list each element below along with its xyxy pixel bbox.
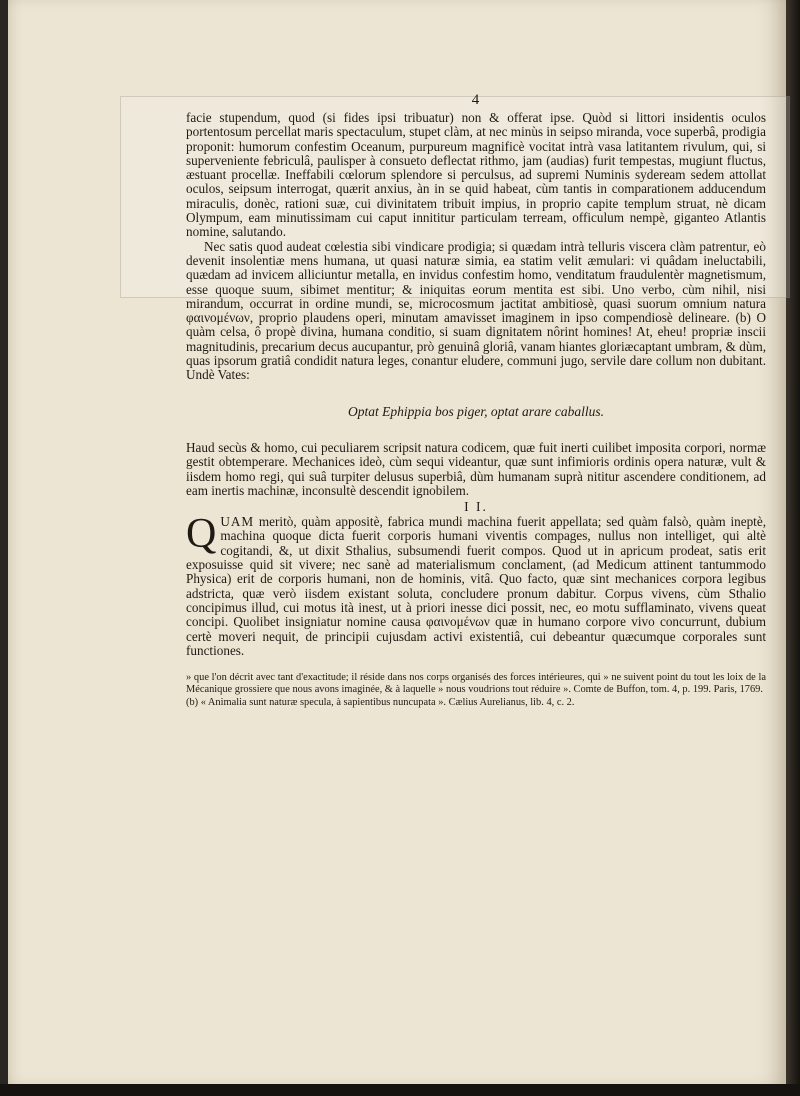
drop-cap: Q bbox=[186, 511, 217, 558]
footnote-a: » que l'on décrit avec tant d'exactitude; il réside dans nos corps organisés des forces intérieures, qui » ne suivent point du tout les loix de la Mécanique grossiere que nous avons imaginée, & à laquelle » nous voudrions tout réduire ». Comte de Buffon, tom. 4, p. 199. Paris, 1769. bbox=[186, 672, 766, 696]
page-text bbox=[186, 92, 766, 709]
verse-quote: Optat Ephippia bos piger, optat arare caballus. bbox=[348, 403, 604, 419]
paragraph-4-lead: UAM bbox=[220, 514, 255, 530]
paragraph-4 bbox=[186, 511, 766, 658]
section-heading: I I. bbox=[464, 499, 488, 515]
paragraph-4-body: meritò, quàm appositè, fabrica mundi machina fuerit appellata; sed quàm falsò, quàm ineptè, machina quoque dicta fuerit corporis humani viventis compages, nullus non intelliget, qui altè cogitandi, &, ut dixit Sthalius, subsumendi fuerit compos. Quod ut in apricum prodeat, satis erit exposuisse quid sit vivere; nec sanè ad materialismum conclament, (ad Medicum attinent tantummodo Physica) erit de corporis humani, non de hominis, vitâ. Quo facto, quæ sint mechanices corpora legibus adstricta, quæ verò iisdem existant soluta, concludere pronum dabitur. Corpus vivens, cùm Sthalio concipimus illud, cui motus ità inest, ut à priori inesse dici possit, nec, eo motu sufflaminato, vivens queat concipi. Quolibet insigniatur nomine causa φαινομένων quæ in humano corpore vivo concurrunt, dubium certè moveri nequit, de principii cujusdam activi existentiâ, cui debeantur quæcumque corporales sunt functiones. bbox=[186, 514, 766, 658]
paragraph-1: facie stupendum, quod (si fides ipsi tribuatur) non & offerat ipse. Quòd si littori insidentis oculos portentosum percellat maris spectaculum, stupet clàm, at nec minùs in seipso miranda, voce superbâ, prodigia proponit: humorum confestim Oceanum, purpureum magnificè vocitat intrà vasa latitantem rivulum, qui, si superveniente febriculâ, paulisper à consueto deflectat rithmo, jam (audias) furit tempestas, mugiunt fluctus, æstuant procellæ. Ineffabili cœlorum splendore si perculsus, ad supremi Numinis sydeream sedem attollat oculos, seipsum interrogat, quærit anxius, àn in se quid habeat, cùm tantis in comparationem adducendum miraculis, donèc, rationi suæ, cui divinitatem tribuit impius, in proprio capite templum struat, nè dicam Olympum, eam minutissimam cui caput innititur particulam terream, officulum nempè, giganteo Atlantis nomine, salutando. bbox=[186, 110, 766, 240]
paragraph-3: Haud secùs & homo, cui peculiarem scripsit natura codicem, quæ fuit inerti cuilibet imposita corpori, normæ gestit obtemperare. Mechanices ideò, cùm sequi videantur, quæ sunt infimioris ordinis opera naturæ, vult & iisdem homo regi, qui suâ turpiter delusus superbiâ, dùm humanam suprà nititur ascendere conditionem, ad eam inertis machinæ, inconsultè descendit ignobilem. bbox=[186, 439, 766, 498]
footnotes bbox=[186, 672, 766, 709]
page-number: 4 bbox=[471, 92, 481, 108]
paragraph-2: Nec satis quod audeat cœlestia sibi vindicare prodigia; si quædam intrà telluris viscera clàm patrentur, eò devenit insolentiæ mens humana, ut quasi naturæ simia, ea statim velit æmulari: vi quâdam ineluctabili, quædam ad invicem alliciuntur metalla, en invidus confestim homo, venditatum fraudulentèr magnetismum, esse quoque suum, sibimet mentitur; & iniquitas eorum mentita est sibi. Uno verbo, cùm nihil, nisi mirandum, occurrat in ordine mundi, se, microcosmum jactitat ambitiosè, quasi suorum omnium natura φαινομένων, proprio plaudens operi, minutam amavisset imaginem in ipso compendiosè delineare. (b) O quàm celsa, ô propè divina, humana conditio, si suam dignitatem nôrint homines! At, eheu! propriæ inscii magnitudinis, precarium decus aucupantur, prò genuinâ gloriâ, vanam hiantes gloriæcaptant umbram, & dùm, quas ipsorum gratiâ condidit natura leges, conantur eludere, communi jugo, servile dare collum non dubitant. Undè Vates: bbox=[186, 238, 766, 383]
footnote-b: (b) « Animalia sunt naturæ specula, à sapientibus nuncupata ». Cælius Aurelianus, lib. 4, c. 2. bbox=[186, 696, 575, 708]
page-bottom-edge bbox=[0, 1084, 800, 1096]
